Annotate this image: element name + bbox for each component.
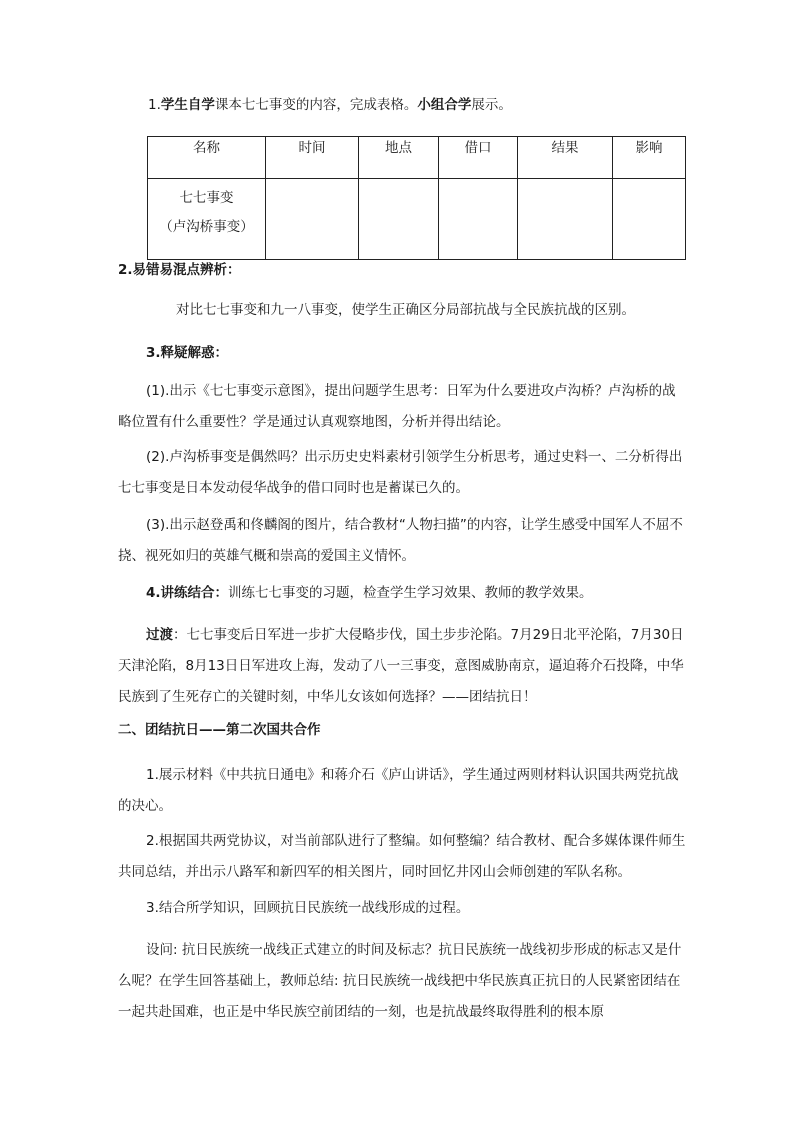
table-header-cell: 借口 <box>439 137 518 179</box>
table-cell-name <box>148 179 266 260</box>
intro-mid: 课本七七事变的内容，完成表格。 <box>214 97 418 113</box>
paragraph-4-heading: 4.讲练结合： <box>146 585 229 601</box>
table-header-cell: 结果 <box>518 137 613 179</box>
section2-text: 对比七七事变和九一八事变，使学生正确区分局部抗战与全民族抗战的区别。 <box>176 302 635 318</box>
table-cell-empty <box>439 179 518 260</box>
paragraph-2: (2).卢沟桥事变是偶然吗？出示历史史料素材引领学生分析思考，通过史料一、二分析得出七七事变是日本发动侵华战争的借口同时也是蓄谋已久的。 <box>118 449 683 496</box>
transition-paragraph <box>118 620 686 713</box>
paragraph-4 <box>118 578 686 609</box>
table-header-cell: 地点 <box>359 137 439 179</box>
table-cell-empty <box>266 179 359 260</box>
section3-heading: 3.释疑解惑： <box>146 345 229 361</box>
item-3: 3.结合所学知识，回顾抗日民族统一战线形成的过程。 <box>146 900 470 916</box>
item-2: 2.根据国共两党协议，对当前部队进行了整编。如何整编？结合教材、配合多媒体课件师生共同总结，并出示八路军和新四军的相关图片，同时回忆井冈山会师创建的军队名称。 <box>118 833 686 880</box>
item-1: 1.展示材料《中共抗日通电》和蒋介石《庐山讲话》，学生通过两则材料认识国共两党抗战的决心。 <box>118 767 679 814</box>
transition-label: 过渡 <box>146 627 173 643</box>
transition-text: ：七七事变后日军进一步扩大侵略步伐，国土步步沦陷。7月29日北平沦陷，7月30日天津沦陷，8月13日日军进攻上海，发动了八一三事变，意图威胁南京，逼迫蒋介石投降，中华民族到了生死存亡的关键时刻，中华儿女该如何选择？——团结抗日！ <box>118 627 684 705</box>
table-header-cell: 名称 <box>148 137 266 179</box>
section2-heading: 2.易错易混点辨析： <box>118 262 241 278</box>
section-heading-2: 二、团结抗日——第二次国共合作 <box>118 722 321 738</box>
paragraph-4-text: 训练七七事变的习题，检查学生学习效果、教师的教学效果。 <box>228 585 593 601</box>
item-4: 设问: 抗日民族统一战线正式建立的时间及标志？抗日民族统一战线初步形成的标志又是什么呢？在学生回答基础上，教师总结: 抗日民族统一战线把中华民族真正抗日的人民紧密团结在一起共赴国难，也正是中华民族空前团结的一刻，也是抗战最终取得胜利的根本原 <box>118 942 682 1020</box>
table-cell-empty <box>518 179 613 260</box>
intro-bold-1: 学生自学 <box>160 97 215 113</box>
paragraph-1: (1).出示《七七事变示意图》，提出问题学生思考：日军为什么要进攻卢沟桥？卢沟桥的战略位置有什么重要性？学是通过认真观察地图，分析并得出结论。 <box>118 383 676 430</box>
table-row <box>148 179 686 260</box>
intro-num: 1. <box>148 97 161 113</box>
event-table <box>147 136 686 260</box>
table-cell-empty <box>359 179 439 260</box>
table-cell-empty <box>613 179 686 260</box>
table-header-cell: 影响 <box>613 137 686 179</box>
intro-end: 展示。 <box>471 97 512 113</box>
event-name-line2: （卢沟桥事变） <box>159 219 254 235</box>
intro-paragraph <box>148 90 716 121</box>
table-header-row <box>148 137 686 179</box>
intro-bold-2: 小组合学 <box>417 97 472 113</box>
paragraph-3: (3).出示赵登禹和佟麟阁的图片，结合教材“人物扫描”的内容，让学生感受中国军人不屈不挠、视死如归的英雄气概和崇高的爱国主义情怀。 <box>118 517 683 564</box>
table-header-cell: 时间 <box>266 137 359 179</box>
event-name-line1: 七七事变 <box>179 190 234 206</box>
